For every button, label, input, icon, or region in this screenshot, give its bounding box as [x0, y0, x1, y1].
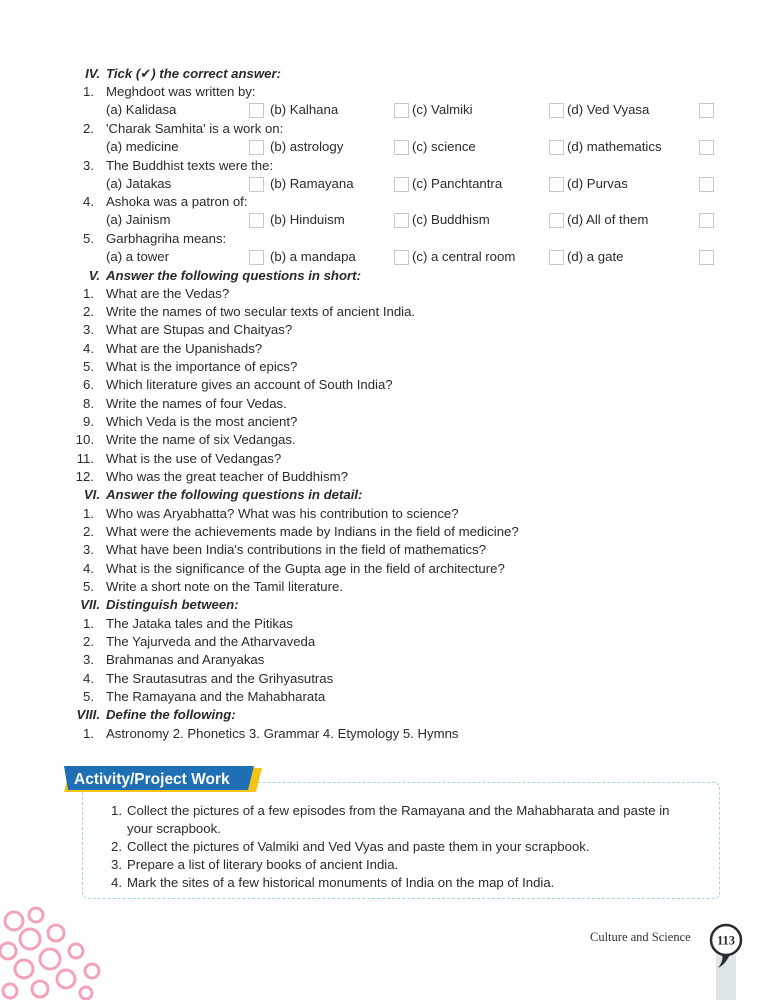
option-label: (b) astrology [270, 139, 344, 154]
tick-box[interactable] [699, 140, 714, 155]
tick-box[interactable] [549, 140, 564, 155]
option-label: (d) mathematics [567, 139, 662, 154]
tick-box[interactable] [549, 177, 564, 192]
section-title: Distinguish between: [106, 597, 239, 612]
tick-box[interactable] [249, 140, 264, 155]
tick-box[interactable] [249, 103, 264, 118]
option-label: (b) Hinduism [270, 212, 345, 227]
tick-box[interactable] [249, 213, 264, 228]
option-label: (d) All of them [567, 212, 649, 227]
option-label: (c) Panchtantra [412, 176, 503, 191]
activity-title-badge [64, 766, 262, 794]
page-number: 113 [716, 933, 736, 948]
section-title: Define the following: [106, 707, 236, 722]
page-number-badge [706, 922, 746, 1000]
chapter-name: Culture and Science [590, 930, 691, 944]
option-label: (d) Ved Vyasa [567, 102, 650, 117]
option-label: (c) Buddhism [412, 212, 490, 227]
tick-box[interactable] [394, 140, 409, 155]
option-label: (b) Ramayana [270, 176, 354, 191]
tick-box[interactable] [549, 213, 564, 228]
tick-box[interactable] [699, 177, 714, 192]
option-label: (a) Jainism [106, 212, 171, 227]
tick-box[interactable] [699, 103, 714, 118]
section-title: Tick (✔) the correct answer: [106, 66, 281, 81]
option-label: (c) science [412, 139, 476, 154]
activity-title: Activity/Project Work [74, 771, 230, 788]
option-label: (d) Purvas [567, 176, 628, 191]
option-label: (c) Valmiki [412, 102, 473, 117]
option-label: (b) Kalhana [270, 102, 339, 117]
section-title: Answer the following questions in short: [106, 268, 361, 283]
option-label: (a) a tower [106, 249, 170, 264]
section-title: Answer the following questions in detail: [106, 487, 363, 502]
tick-box[interactable] [394, 250, 409, 265]
tick-box[interactable] [394, 213, 409, 228]
tick-box[interactable] [549, 103, 564, 118]
option-label: (a) medicine [106, 139, 179, 154]
decorative-circles [0, 905, 110, 1000]
tick-box[interactable] [394, 177, 409, 192]
tick-box[interactable] [394, 103, 409, 118]
tick-box[interactable] [249, 177, 264, 192]
option-label: (c) a central room [412, 249, 516, 264]
option-label: (d) a gate [567, 249, 624, 264]
tick-box[interactable] [549, 250, 564, 265]
tick-box[interactable] [699, 213, 714, 228]
tick-box[interactable] [699, 250, 714, 265]
tick-box[interactable] [249, 250, 264, 265]
option-label: (b) a mandapa [270, 249, 356, 264]
option-label: (a) Jatakas [106, 176, 172, 191]
option-label: (a) Kalidasa [106, 102, 177, 117]
